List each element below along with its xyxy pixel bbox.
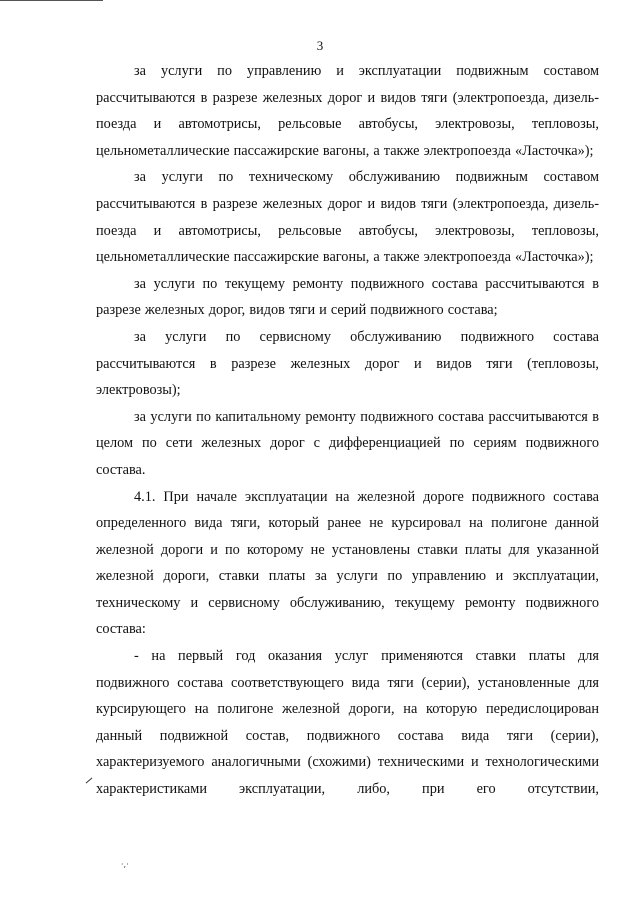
- paragraph-clause-4-1: 4.1. При начале эксплуатации на железной дороге подвижного состава определенного вида тяги, который ранее не курсировал на полигоне данной железной дороги и по которому не установлены ставки платы для указанной железной дороги, ставки платы за услуги по управлению и эксплуатации, техническому и сервисному обслуживанию, текущему ремонту подвижного состава:: [96, 488, 599, 638]
- paragraph-maintenance-services: за услуги по техническому обслуживанию подвижным составом рассчитываются в разрезе железных дорог и видов тяги (электропоезда, дизель-поезда и автомотрисы, рельсовые автобусы, электровозы, тепловозы, цельнометаллические пассажирские вагоны, а также электропоезда «Ласточка»);: [96, 169, 599, 266]
- paragraph-management-services: за услуги по управлению и эксплуатации подвижным составом рассчитываются в разрезе железных дорог и видов тяги (электропоезда, дизель-поезда и автомотрисы, рельсовые автобусы, электровозы, тепловозы, цельнометаллические пассажирские вагоны, а также электропоезда «Ласточка»);: [96, 63, 599, 159]
- top-edge-rule: [0, 0, 103, 1]
- document-body: [96, 58, 599, 803]
- paragraph-first-year-rates: - на первый год оказания услуг применяются ставки платы для подвижного состава соответствующего вида тяги (серии), установленные для курсирующего на полигоне железной дороги, на которую передислоцирован данный подвижной состав, подвижного состава вида тяги (серии), характеризуемого аналогичными (схожими) техническими и технологическими характеристиками эксплуатации, либо, при его отсутствии,: [96, 648, 599, 798]
- paragraph-current-repair: за услуги по текущему ремонту подвижного состава рассчитываются в разрезе железных дорог, видов тяги и серий подвижного состава;: [96, 275, 599, 319]
- page-number: 3: [316, 38, 324, 53]
- paragraph-capital-repair: за услуги по капитальному ремонту подвижного состава рассчитываются в целом по сети железных дорог с дифференциацией по сериям подвижного состава.: [96, 408, 599, 478]
- paragraph-service-maintenance: за услуги по сервисному обслуживанию подвижного состава рассчитываются в разрезе железных дорог и видов тяги (тепловозы, электровозы);: [96, 328, 599, 399]
- scan-artifact-mark: ·,·: [121, 860, 129, 869]
- margin-pen-mark: [86, 778, 93, 784]
